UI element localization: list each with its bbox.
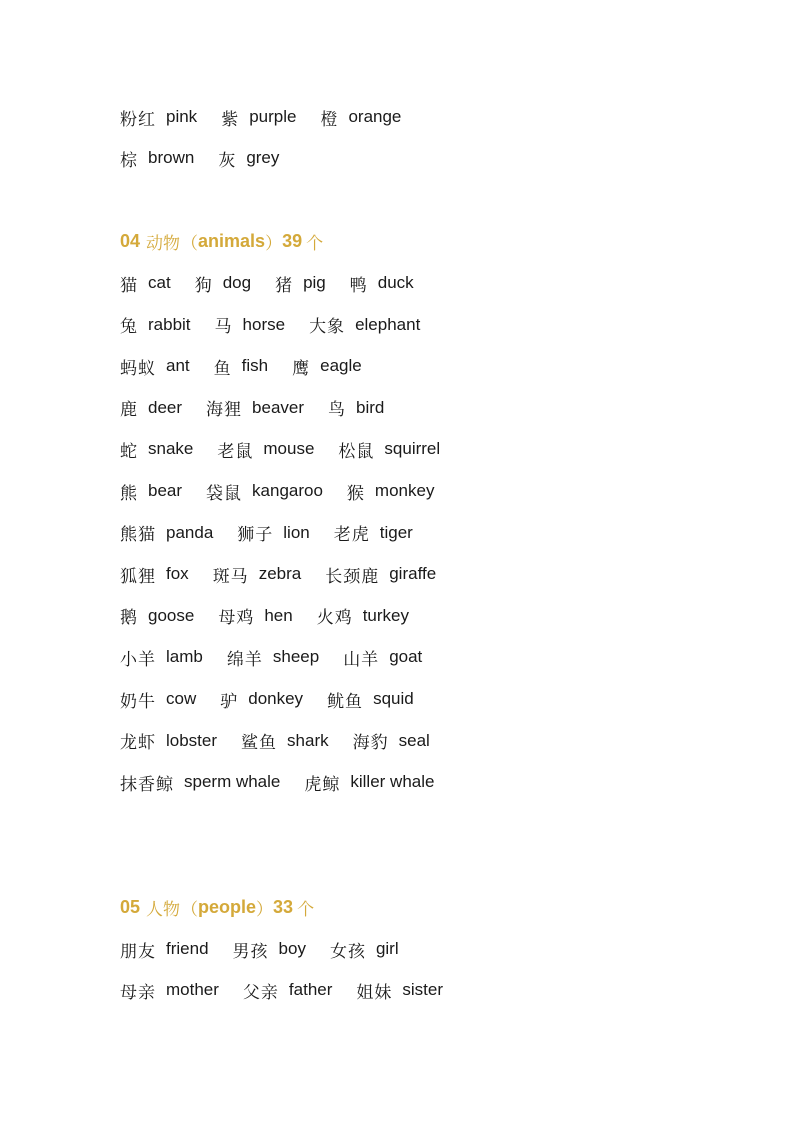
cn-word: 姐妹: [356, 982, 393, 1003]
vocab-pair: [120, 645, 203, 670]
vocab-pair: [353, 728, 430, 753]
en-word: lobster: [166, 730, 218, 750]
vocab-pair: [120, 437, 193, 462]
vocab-pair: [243, 978, 332, 1003]
vocab-pair: [195, 271, 251, 296]
cn-word: 猪: [275, 275, 294, 296]
cn-word: 鲨鱼: [241, 733, 278, 754]
cn-word: 狗: [194, 275, 213, 296]
vocab-row: [120, 102, 425, 132]
vocab-pair: [233, 937, 306, 962]
cn-word: 鱼: [213, 358, 232, 379]
section-title-cn: 动物: [146, 233, 181, 254]
vocab-row: [120, 393, 408, 423]
en-word: pink: [166, 107, 198, 126]
vocab-pair: [120, 687, 196, 712]
vocab-pair: [237, 520, 309, 545]
vocab-pair: [120, 728, 217, 753]
vocab-row: [120, 559, 460, 589]
vocab-pair: [292, 354, 362, 379]
vocab-pair: [120, 312, 191, 337]
vocab-pair: [343, 645, 422, 670]
vocab-pair: [325, 562, 436, 587]
cn-word: 龙虾: [120, 733, 156, 754]
vocab-row: [120, 143, 303, 173]
vocab-row: [120, 268, 438, 298]
vocab-pair: [120, 271, 171, 296]
en-word: dog: [222, 273, 252, 292]
en-word: mother: [166, 980, 219, 999]
vocab-pair: [227, 645, 319, 670]
en-word: sperm whale: [184, 772, 281, 792]
en-word: boy: [278, 939, 306, 958]
vocab-pair: [120, 562, 189, 587]
vocab-pair: [241, 728, 329, 753]
en-word: monkey: [374, 481, 435, 500]
en-word: pig: [303, 273, 326, 292]
en-word: girl: [375, 939, 399, 958]
cn-word: 父亲: [242, 982, 279, 1003]
vocab-row: [120, 476, 458, 506]
cn-word: 鸟: [328, 400, 347, 421]
cn-word: 袋鼠: [206, 483, 243, 504]
en-word: eagle: [320, 356, 362, 376]
section-title-en: animals: [198, 230, 266, 251]
vocab-pair: [120, 937, 209, 962]
cn-word: 抹香鲸: [120, 774, 174, 795]
cn-word: 狮子: [237, 525, 274, 546]
cn-word: 鹅: [120, 608, 138, 629]
close-paren: ）: [256, 899, 274, 920]
vocab-pair: [220, 687, 303, 712]
cn-word: 女孩: [329, 941, 366, 962]
cn-word: 火鸡: [316, 608, 353, 629]
en-word: mouse: [263, 439, 315, 459]
en-word: elephant: [355, 314, 421, 334]
vocab-pair: [327, 687, 414, 712]
en-word: brown: [148, 148, 195, 167]
en-word: beaver: [252, 397, 305, 417]
vocab-pair: [356, 978, 443, 1003]
cn-word: 紫: [221, 109, 240, 130]
en-word: fox: [166, 564, 189, 584]
en-word: father: [288, 980, 333, 999]
en-word: giraffe: [389, 564, 437, 584]
en-word: sheep: [272, 647, 320, 667]
cn-word: 小羊: [120, 649, 156, 670]
en-word: donkey: [248, 689, 304, 708]
vocab-pair: [320, 105, 401, 130]
en-word: hen: [264, 605, 293, 625]
section-unit: 个: [306, 233, 324, 254]
en-word: sister: [402, 980, 444, 999]
en-word: cow: [166, 689, 197, 708]
cn-word: 粉红: [120, 109, 156, 130]
vocab-pair: [206, 479, 323, 504]
cn-word: 大象: [309, 317, 346, 338]
cn-word: 朋友: [120, 941, 156, 962]
vocab-pair: [214, 354, 268, 379]
cn-word: 马: [214, 317, 233, 338]
vocab-pair: [330, 937, 399, 962]
section-heading-animals: [120, 226, 323, 256]
vocab-pair: [206, 395, 304, 420]
vocab-row: [120, 518, 437, 548]
en-word: goose: [148, 605, 195, 625]
cn-word: 鹰: [292, 358, 311, 379]
en-word: squid: [373, 689, 414, 708]
vocab-row: [120, 310, 444, 340]
en-word: tiger: [379, 522, 413, 542]
cn-word: 猫: [120, 275, 138, 296]
cn-word: 松鼠: [338, 441, 375, 462]
cn-word: 母亲: [120, 982, 156, 1003]
vocab-pair: [120, 770, 280, 795]
vocab-row: [120, 434, 464, 464]
en-word: seal: [398, 730, 430, 750]
vocab-pair: [120, 479, 182, 504]
en-word: fish: [241, 356, 269, 376]
vocab-pair: [120, 603, 194, 628]
cn-word: 灰: [218, 150, 237, 171]
en-word: purple: [249, 107, 297, 126]
en-word: grey: [246, 148, 280, 167]
vocab-row: [120, 934, 423, 964]
en-word: horse: [242, 314, 286, 334]
en-word: kangaroo: [252, 481, 323, 500]
en-word: duck: [377, 273, 414, 292]
section-title-cn: 人物: [146, 899, 181, 920]
cn-word: 鹿: [120, 400, 138, 421]
vocab-pair: [334, 520, 413, 545]
cn-word: 棕: [120, 150, 138, 171]
cn-word: 狐狸: [120, 566, 156, 587]
cn-word: 奶牛: [120, 691, 156, 712]
cn-word: 兔: [120, 317, 138, 338]
cn-word: 母鸡: [218, 608, 255, 629]
cn-word: 熊猫: [120, 525, 156, 546]
vocab-pair: [218, 603, 292, 628]
cn-word: 山羊: [343, 649, 380, 670]
en-word: killer whale: [350, 772, 435, 792]
open-paren: （: [181, 233, 199, 254]
cn-word: 虎鲸: [304, 774, 341, 795]
section-count: 39: [282, 230, 303, 251]
vocab-pair: [120, 395, 182, 420]
cn-word: 熊: [120, 483, 138, 504]
en-word: bear: [148, 481, 183, 500]
cn-word: 鱿鱼: [327, 691, 364, 712]
cn-word: 长颈鹿: [325, 566, 380, 587]
vocab-pair: [217, 437, 314, 462]
section-unit: 个: [297, 899, 315, 920]
vocab-pair: [317, 603, 409, 628]
vocab-pair: [304, 770, 434, 795]
vocab-pair: [120, 520, 213, 545]
vocab-row: [120, 726, 454, 756]
vocab-row: [120, 767, 458, 797]
cn-word: 橙: [320, 109, 339, 130]
cn-word: 蛇: [120, 441, 138, 462]
vocab-row: [120, 351, 386, 381]
section-count: 33: [273, 896, 294, 917]
cn-word: 绵羊: [226, 649, 263, 670]
en-word: bird: [356, 397, 385, 417]
en-word: deer: [148, 397, 183, 417]
en-word: zebra: [258, 564, 302, 584]
en-word: panda: [166, 522, 214, 542]
cn-word: 男孩: [232, 941, 269, 962]
vocab-pair: [350, 271, 414, 296]
vocab-pair: [120, 354, 190, 379]
vocab-pair: [215, 312, 286, 337]
open-paren: （: [181, 899, 199, 920]
vocab-row: [120, 684, 438, 714]
cn-word: 斑马: [212, 566, 249, 587]
vocab-pair: [120, 146, 194, 171]
en-word: goat: [389, 647, 423, 667]
section-title-en: people: [198, 896, 257, 917]
vocab-pair: [120, 105, 197, 130]
cn-word: 海豹: [352, 733, 389, 754]
vocab-pair: [328, 395, 384, 420]
cn-word: 驴: [220, 691, 239, 712]
section-heading-people: [120, 892, 314, 922]
vocab-row: [120, 601, 433, 631]
vocab-pair: [338, 437, 440, 462]
en-word: orange: [348, 107, 402, 126]
vocab-row: [120, 642, 446, 672]
close-paren: ）: [265, 233, 283, 254]
cn-word: 老鼠: [217, 441, 254, 462]
vocab-pair: [309, 312, 420, 337]
cn-word: 猴: [346, 483, 365, 504]
en-word: lion: [283, 522, 310, 542]
section-number: 04: [120, 230, 141, 251]
vocab-pair: [213, 562, 302, 587]
cn-word: 鸭: [349, 275, 368, 296]
en-word: cat: [148, 273, 171, 292]
vocab-pair: [120, 978, 219, 1003]
en-word: ant: [166, 356, 190, 376]
vocab-pair: [218, 146, 279, 171]
section-number: 05: [120, 896, 141, 917]
cn-word: 海狸: [206, 400, 243, 421]
vocab-pair: [347, 479, 435, 504]
en-word: snake: [148, 439, 194, 459]
en-word: squirrel: [384, 439, 441, 459]
vocab-pair: [275, 271, 326, 296]
vocab-pair: [221, 105, 296, 130]
vocab-row: [120, 975, 467, 1005]
en-word: friend: [166, 939, 209, 958]
cn-word: 老虎: [333, 525, 370, 546]
en-word: lamb: [166, 647, 203, 667]
en-word: shark: [287, 730, 329, 750]
cn-word: 蚂蚁: [120, 358, 156, 379]
en-word: rabbit: [148, 314, 191, 334]
en-word: turkey: [362, 605, 409, 625]
